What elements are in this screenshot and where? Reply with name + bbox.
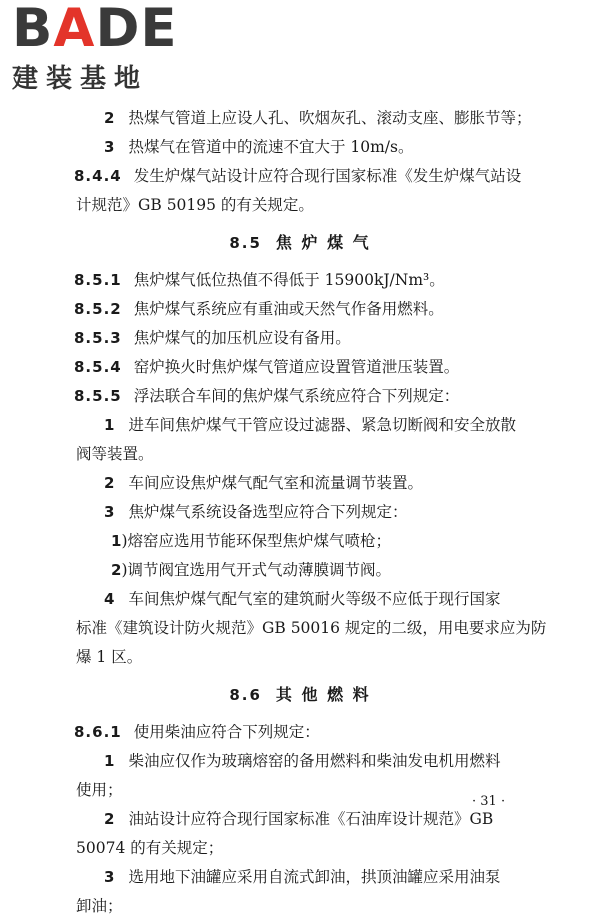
clause-number: 8.5.3 — [74, 329, 122, 347]
clause-number: 4 — [104, 590, 115, 608]
clause-line — [0, 718, 600, 747]
document-body — [0, 104, 600, 921]
item-line — [0, 498, 600, 527]
clause-number: 8.5.4 — [74, 358, 122, 376]
line-text: 卸油； — [76, 897, 123, 915]
clause-number: 8.5.1 — [74, 271, 122, 289]
sub-line — [0, 556, 600, 585]
line-text: 车间焦炉煤气配气室的建筑耐火等级不应低于现行国家 — [128, 590, 501, 608]
line-text: 标准《建筑设计防火规范》GB 50016 规定的二级，用电要求应为防 — [76, 619, 547, 637]
clause-number: 1 — [104, 416, 115, 434]
line-text: 热煤气在管道中的流速不宜大于 10m/s。 — [128, 138, 414, 156]
item-line — [0, 133, 600, 162]
line-text: 其 他 燃 料 — [275, 685, 371, 704]
cont-line — [0, 776, 600, 805]
line-text: 使用柴油应符合下列规定： — [133, 723, 320, 741]
clause-line — [0, 353, 600, 382]
line-text: 进车间焦炉煤气干管应设过滤器、紧急切断阀和安全放散 — [128, 416, 516, 434]
line-text: 发生炉煤气站设计应符合现行国家标准《发生炉煤气站设 — [133, 167, 522, 185]
clause-line — [0, 295, 600, 324]
line-text: 选用地下油罐应采用自流式卸油，拱顶油罐应采用油泵 — [128, 868, 501, 886]
item-line — [0, 104, 600, 133]
line-text: 热煤气管道上应设人孔、吹烟灰孔、滚动支座、膨胀节等； — [128, 109, 532, 127]
clause-number: 8.5.2 — [74, 300, 122, 318]
logo-letter-a: A — [53, 0, 96, 59]
item-line — [0, 411, 600, 440]
item-line — [0, 805, 600, 834]
clause-number: 3 — [104, 138, 115, 156]
cont-line — [0, 834, 600, 863]
line-text: 阀等装置。 — [76, 445, 154, 463]
clause-number: 3 — [104, 503, 115, 521]
line-text: )熔窑应选用节能环保型焦炉煤气喷枪； — [121, 532, 391, 550]
logo — [12, 0, 184, 94]
item-line — [0, 469, 600, 498]
page-number: · 31 · — [472, 794, 506, 809]
clause-number: 2 — [104, 810, 115, 828]
line-text: 油站设计应符合现行国家标准《石油库设计规范》GB — [128, 810, 494, 828]
clause-number: 3 — [104, 868, 115, 886]
logo-wordmark — [12, 0, 184, 59]
line-text: 焦炉煤气系统应有重油或天然气作备用燃料。 — [133, 300, 444, 318]
line-text: 车间应设焦炉煤气配气室和流量调节装置。 — [128, 474, 423, 492]
line-text: 焦 炉 煤 气 — [275, 233, 371, 252]
line-text: 爆 1 区。 — [76, 648, 143, 666]
item-line — [0, 863, 600, 892]
cont-line — [0, 614, 600, 643]
logo-letter-b: B — [12, 0, 54, 59]
line-text: 浮法联合车间的焦炉煤气系统应符合下列规定： — [133, 387, 460, 405]
clause-number: 1 — [111, 532, 122, 550]
clause-number: 2 — [104, 474, 115, 492]
clause-number: 8.6.1 — [74, 723, 122, 741]
clause-number: 2 — [104, 109, 115, 127]
line-text: 50074 的有关规定； — [76, 839, 224, 857]
line-text: 使用； — [76, 781, 123, 799]
clause-number: 8.6 — [229, 686, 262, 704]
clause-number: 1 — [104, 752, 115, 770]
line-text: 焦炉煤气系统设备选型应符合下列规定： — [128, 503, 408, 521]
logo-letters-de: DE — [95, 0, 178, 59]
sub-line — [0, 527, 600, 556]
clause-line — [0, 266, 600, 295]
logo-subtitle: 建装基地 — [12, 64, 149, 94]
line-text: 柴油应仅作为玻璃熔窑的备用燃料和柴油发电机用燃料 — [128, 752, 501, 770]
clause-line — [0, 382, 600, 411]
line-text: 焦炉煤气低位热值不得低于 15900kJ/Nm³。 — [133, 271, 445, 289]
item-line — [0, 585, 600, 614]
cont-line — [0, 892, 600, 921]
clause-number: 8.5 — [229, 234, 262, 252]
cont-line — [0, 191, 600, 220]
section-heading — [0, 672, 600, 718]
cont-line — [0, 440, 600, 469]
line-text: 焦炉煤气的加压机应设有备用。 — [133, 329, 351, 347]
clause-number: 2 — [111, 561, 122, 579]
section-heading — [0, 220, 600, 266]
cont-line — [0, 643, 600, 672]
line-text: )调节阀宜选用气开式气动薄膜调节阀。 — [121, 561, 391, 579]
line-text: 计规范》GB 50195 的有关规定。 — [76, 196, 314, 214]
clause-line — [0, 324, 600, 353]
item-line — [0, 747, 600, 776]
clause-number: 8.5.5 — [74, 387, 122, 405]
clause-number: 8.4.4 — [74, 167, 122, 185]
line-text: 窑炉换火时焦炉煤气管道应设置管道泄压装置。 — [133, 358, 460, 376]
clause-line — [0, 162, 600, 191]
